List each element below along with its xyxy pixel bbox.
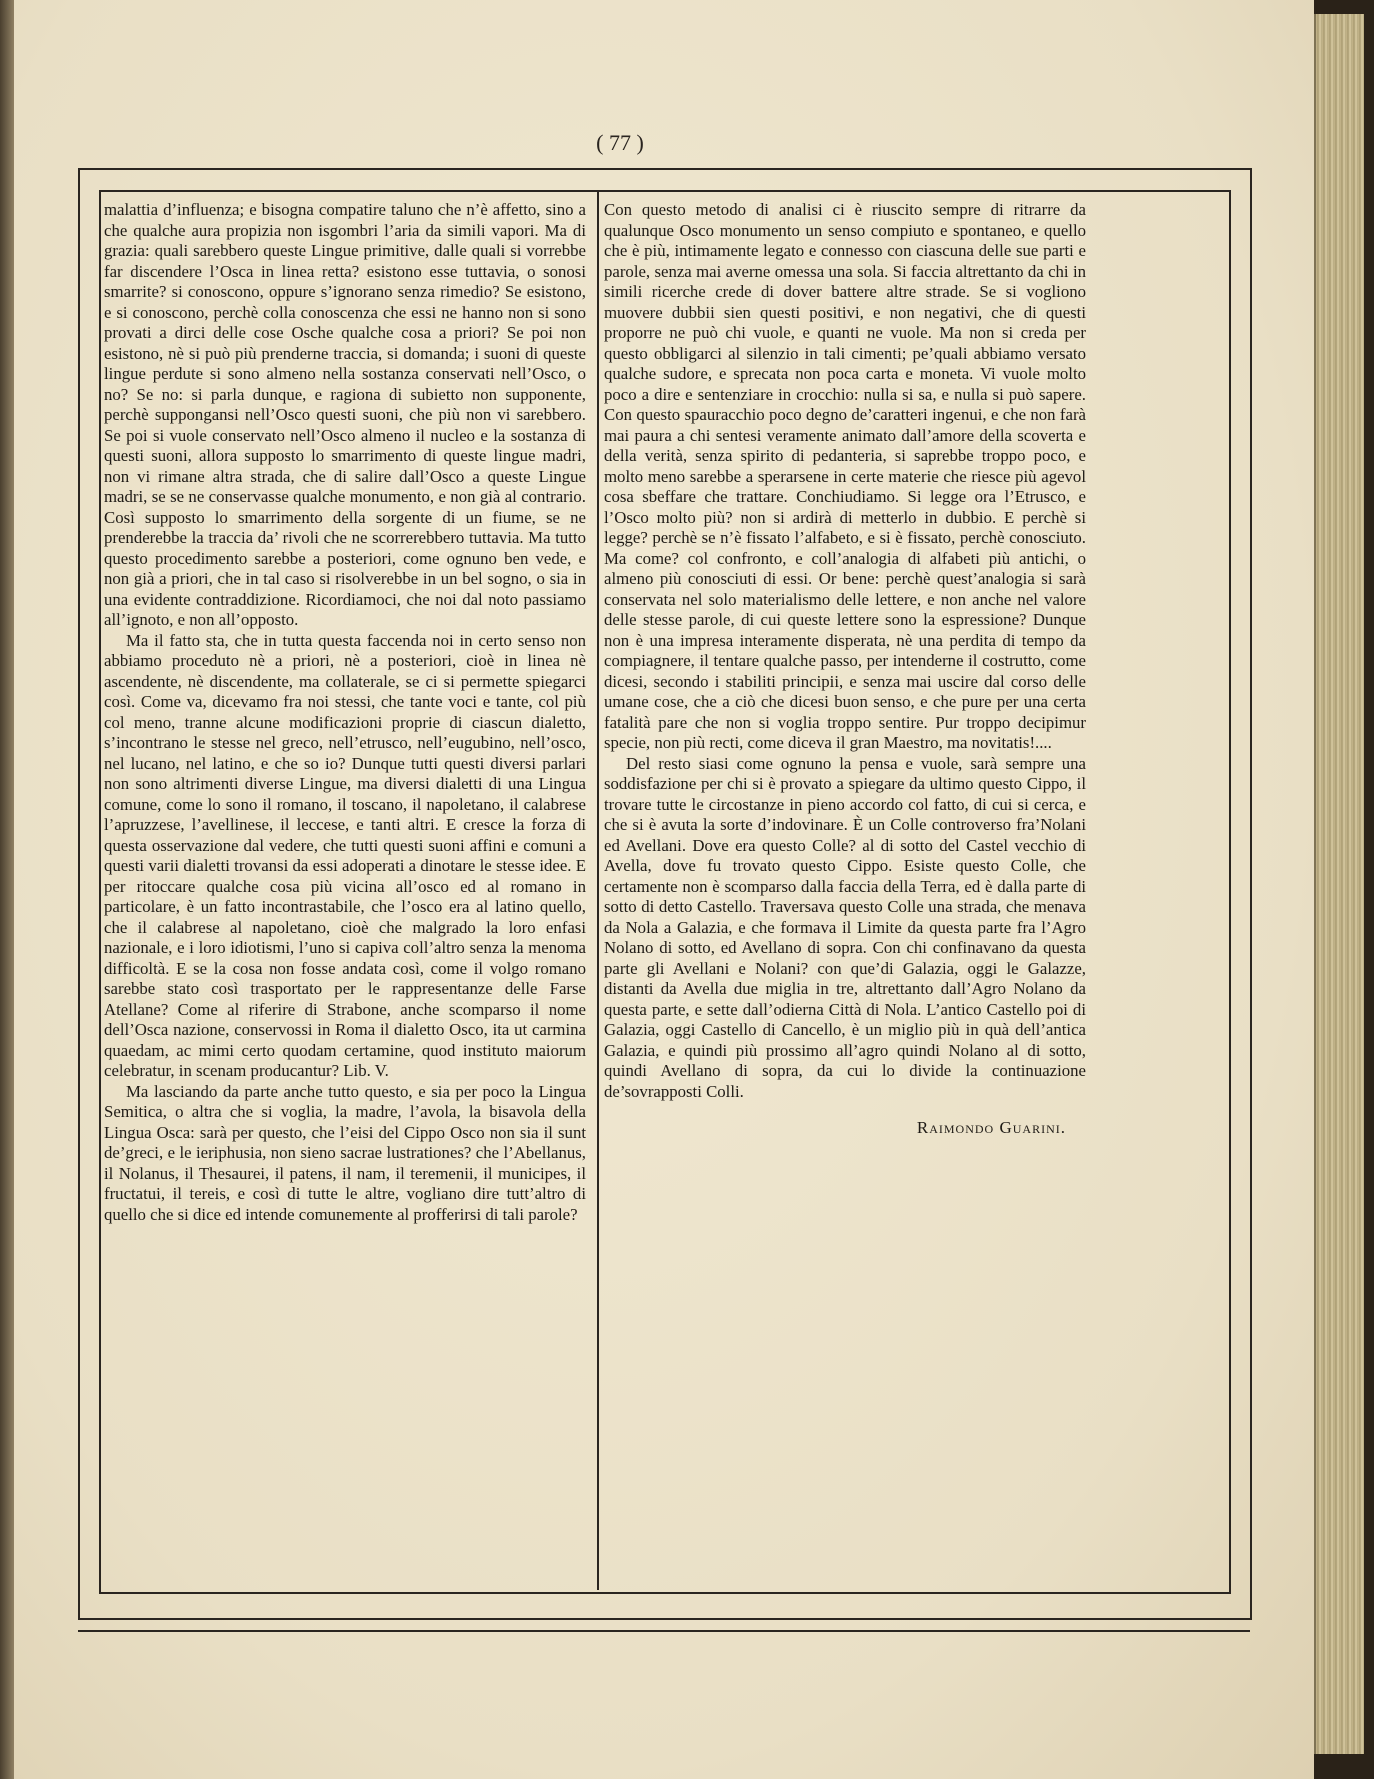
page-number: ( 77 ) — [596, 130, 644, 155]
right-paragraph-1: Con questo metodo di analisi ci è riuscito sempre di ritrarre da qualunque Osco monumento un senso compiuto e spontaneo, e quello che è più, intimamente legato e connesso con ciascuna delle sue parti e parole, senza mai averne omessa una sola. Si faccia altrettanto da chi in simili ricerche crede di dover battere altre strade. Se si vogliono muovere dubbii sien questi positivi, e non negativi, che di questi proporre ne può chi vuole, e quanti ne vuole. Ma non si creda per questo obbligarci al silenzio in tali cimenti; pe’quali abbiamo versato qualche sudore, e sprecata non poca carta e moneta. Vi vuole molto poco a dire e sentenziare in crocchio: nulla si sa, e nulla si può sapere. Con questo spauracchio poco degno de’caratteri ingenui, e che non farà mai paura a chi sentesi veramente animato dall’amore della scoverta e della verità, senza spirito di pedanteria, si saprebbe troppo poco, e molto meno sarebbe a sperarsene in certe materie che riesce più agevol cosa sbeffare che trattare. Conchiudiamo. Si legge ora l’Etrusco, e l’Osco molto più? non si ardirà di metterlo in dubbio. E perchè si legge? perchè se n’è fissato l’alfabeto, e si è fissato, perchè conosciuto. Ma come? col confronto, e coll’analogia di alfabeti più antichi, o almeno più conosciuti di essi. Or bene: perchè quest’analogia si sarà conservata nel solo materialismo delle lettere, e non anche nel valore delle stesse parole, di cui queste lettere sono la espressione? Dunque non è una impresa interamente disperata, nè una perdita di tempo da compiagnere, il tentare qualche passo, per intenderne il costrutto, come dicesi, secondo i stabiliti principii, e senza mai uscire dal corso delle umane cose, che a ciò che dicesi buon senso, e che pure per una certa fatalità pare che non si voglia troppo sentire. Pur troppo decipimur specie, non più recti, come diceva il gran Maestro, ma novitatis!.... — [604, 200, 1086, 752]
column-divider — [597, 192, 599, 1590]
left-paragraph-3: Ma lasciando da parte anche tutto questo, e sia per poco la Lingua Semitica, o altra che si voglia, la madre, l’avola, la bisavola della Lingua Osca: sarà per questo, che l’eisi del Cippo Osco non sia il sunt de’greci, e le ieriphusia, non sieno sacrae lustrationes? che l’Abellanus, il Nolanus, il Thesaurei, il patens, il nam, il teremenii, il municipes, il fructatui, il tereis, e così di tutte le altre, vogliano dire tutt’altro di quello che si dice ed intende comunemente al profferirsi di tali parole? — [104, 1081, 586, 1224]
left-paragraph-2: Ma il fatto sta, che in tutta questa faccenda noi in certo senso non abbiamo proceduto nè a priori, nè a posteriori, cioè in linea nè ascendente, nè discendente, ma collaterale, se ci si permette spiegarci così. Come va, dicevamo fra noi stessi, che tante voci e tante, col più col meno, tranne alcune modificazioni proprie di ciascun dialetto, s’incontrano le stesse nel greco, nell’etrusco, nell’eugubino, nell’osco, nel lucano, nel latino, e che so io? Dunque tutti questi diversi parlari non sono altrimenti diverse Lingue, ma diversi dialetti di una Lingua comune, come lo sono il romano, il toscano, il napoletano, il calabrese l’apruzzese, l’avellinese, il leccese, e tanti altri. E cresce la forza di questa osservazione dal vedere, che tutti questi suoni affini e comuni a questi varii dialetti trovansi da essi adoperati a dinotare le stesse idee. E per ritoccare qualche cosa più vicina all’osco ed al romano in particolare, è un fatto incontrastabile, che l’osco era al latino quello, che il calabrese al napoletano, cioè che malgrado la loro enfasi nazionale, e i loro idiotismi, l’uno si capiva coll’altro senza la menoma difficoltà. E se la cosa non fosse andata così, come il volgo romano sarebbe stato così trasportato per le rappresentanze delle Farse Atellane? Come al riferire di Strabone, anche scomparso il nome dell’Osca nazione, conservossi in Roma il dialetto Osco, ita ut carmina quaedam, ac mimi certo quodam certamine, quod instituto maiorum celebratur, in scenam producantur? Lib. V. — [104, 630, 586, 1080]
left-text-column — [104, 200, 586, 1225]
right-text-column — [604, 200, 1086, 1139]
bottom-rule — [78, 1630, 1250, 1632]
right-paragraph-2: Del resto siasi come ognuno la pensa e vuole, sarà sempre una soddisfazione per chi si è provato a spiegare da ultimo questo Cippo, il trovare tutte le circostanze in pieno accordo col fatto, di cui si cerca, e che si è avuta la sorte d’indovinare. È un Colle controverso fra’Nolani ed Avellani. Dove era questo Colle? al di sotto del Castel vecchio di Avella, dove fu trovato questo Cippo. Esiste questo Colle, che certamente non è scomparso dalla faccia della Terra, ed è dalla parte di sotto di detto Castello. Traversava questo Colle una strada, che menava da Nola a Galazia, e che formava il Limite da questa parte fra l’Agro Nolano di sotto, ed Avellano di sopra. Con chi confinavano da questa parte gli Avellani e Nolani? con que’di Galazia, oggi le Galazze, distanti da Avella due miglia in tre, altrettanto dall’Agro Nolano da questa parte, e sette dall’odierna Città di Nola. L’antico Castello poi di Galazia, oggi Castello di Cancello, è un miglio più in quà dell’antica Galazia, e quindi più prossimo all’agro quindi Nolano al di sotto, quindi Avellano di sopra, da cui lo divide la continuazione de’sovrapposti Colli. — [604, 753, 1086, 1101]
book-page-edges — [1314, 14, 1364, 1754]
author-signature: Raimondo Guarini. — [916, 1118, 1066, 1137]
left-paragraph-1: malattia d’influenza; e bisogna compatire taluno che n’è affetto, sino a che qualche aura propizia non isgombri l’aria da simili vapori. Ma di grazia: quali sarebbero queste Lingue primitive, dalle quali si vorrebbe far discendere l’Osca in linea retta? esistono esse tuttavia, o sonosi smarrite? si conoscono, oppure s’ignorano senza rimedio? Se esistono, e si conoscono, perchè colla conoscenza che essi ne hanno non si sono provati a dirci delle cose Osche qualche cosa a priori? Se poi non esistono, nè si può più prenderne traccia, si domanda; i suoni di queste lingue perdute si sono almeno nella sostanza conservati nell’Osco, o no? Se no: si parla dunque, e ragiona di subietto non supponente, perchè suppongansi nell’Osco questi suoni, che più non vi sarebbero. Se poi si vuole conservato nell’Osco almeno il nucleo e la sostanza di questi suoni, allora supposto lo smarrimento di queste lingue madri, non vi rimane altra strada, che di salire dall’Osco a queste Lingue madri, se se ne conservasse qualche monumento, e non già al contrario. Così supposto lo smarrimento della sorgente di un fiume, se ne prenderebbe la traccia da’ rivoli che ne scorrerebbero tuttavia. Ma tutto questo procedimento sarebbe a posteriori, come ognuno ben vede, e non già a priori, che in tal caso si risolverebbe in un bel sogno, o sia in una evidente contraddizione. Ricordiamoci, che noi dal noto passiamo all’ignoto, e non all’opposto. — [104, 200, 586, 629]
